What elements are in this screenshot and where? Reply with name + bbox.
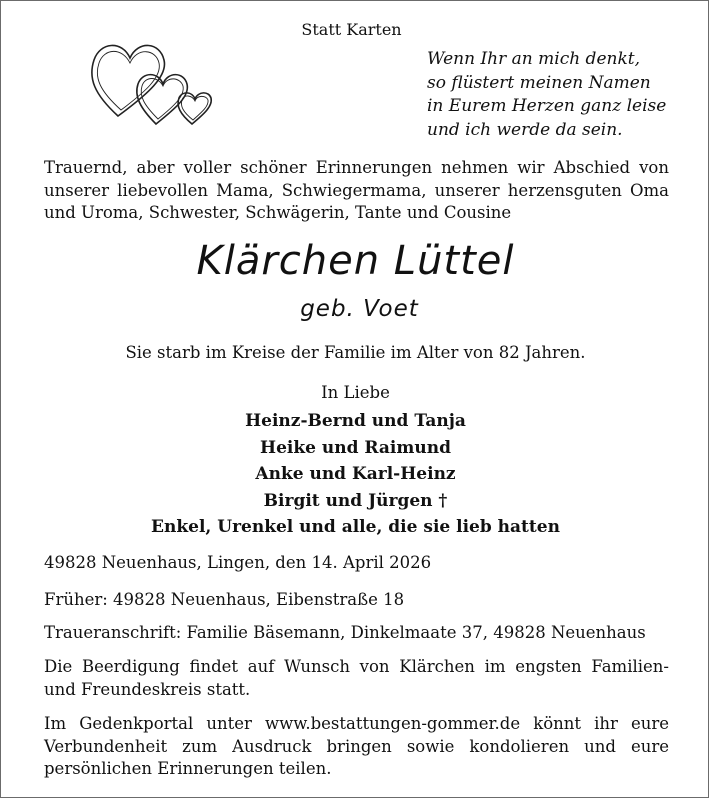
poem-line: so flüstert meinen Namen xyxy=(427,72,651,93)
portal-line: Im Gedenkportal unter www.bestattungen-gommer.de könnt ihr eure xyxy=(44,714,669,733)
poem xyxy=(427,48,697,142)
hearts-icon xyxy=(88,34,228,130)
mourner-entry: Heike und Raimund xyxy=(260,437,451,458)
mourner-entry: Anke und Karl-Heinz xyxy=(255,464,456,484)
former-address: Früher: 49828 Neuenhaus, Eibenstraße 18 xyxy=(44,590,405,609)
portal-paragraph xyxy=(44,713,669,781)
place-date: 49828 Neuenhaus, Lingen, den 14. April 2026 xyxy=(44,553,432,572)
funeral-line: und Freundeskreis statt. xyxy=(44,679,251,699)
mourners-list xyxy=(0,408,711,541)
mourner-entry: Heinz-Bernd und Tanja xyxy=(245,411,466,431)
age-line: Sie starb im Kreise der Familie im Alter von 82 Jahren. xyxy=(125,343,586,362)
portal-line: Verbundenheit zum Ausdruck bringen sowie kondolieren und eure xyxy=(44,736,669,756)
birth-name: geb. Voet xyxy=(300,296,419,322)
mourner-entry: Enkel, Urenkel und alle, die sie lieb hatten xyxy=(151,517,560,537)
poem-line: Wenn Ihr an mich denkt, xyxy=(427,49,640,69)
portal-line: persönlichen Erinnerungen teilen. xyxy=(44,759,332,778)
funeral-line: Die Beerdigung findet auf Wunsch von Klärchen im engsten Familien- xyxy=(44,657,669,676)
mourning-address: Traueranschrift: Familie Bäsemann, Dinkelmaate 37, 49828 Neuenhaus xyxy=(44,623,646,642)
poem-line: in Eurem Herzen ganz leise xyxy=(427,96,667,116)
in-liebe-label: In Liebe xyxy=(321,383,390,402)
intro-line: Trauernd, aber voller schöner Erinnerungen nehmen wir Abschied von xyxy=(44,158,669,177)
funeral-paragraph xyxy=(44,656,669,701)
mourner-entry: Birgit und Jürgen † xyxy=(263,490,448,511)
deceased-name: Klärchen Lüttel xyxy=(196,238,515,284)
poem-line: und ich werde da sein. xyxy=(427,119,623,140)
intro-line: und Uroma, Schwester, Schwägerin, Tante und Cousine xyxy=(44,203,512,222)
intro-paragraph xyxy=(44,157,669,225)
intro-line: unserer liebevollen Mama, Schwiegermama, unserer herzensguten Oma xyxy=(44,180,669,200)
statt-karten-label: Statt Karten xyxy=(301,20,402,39)
